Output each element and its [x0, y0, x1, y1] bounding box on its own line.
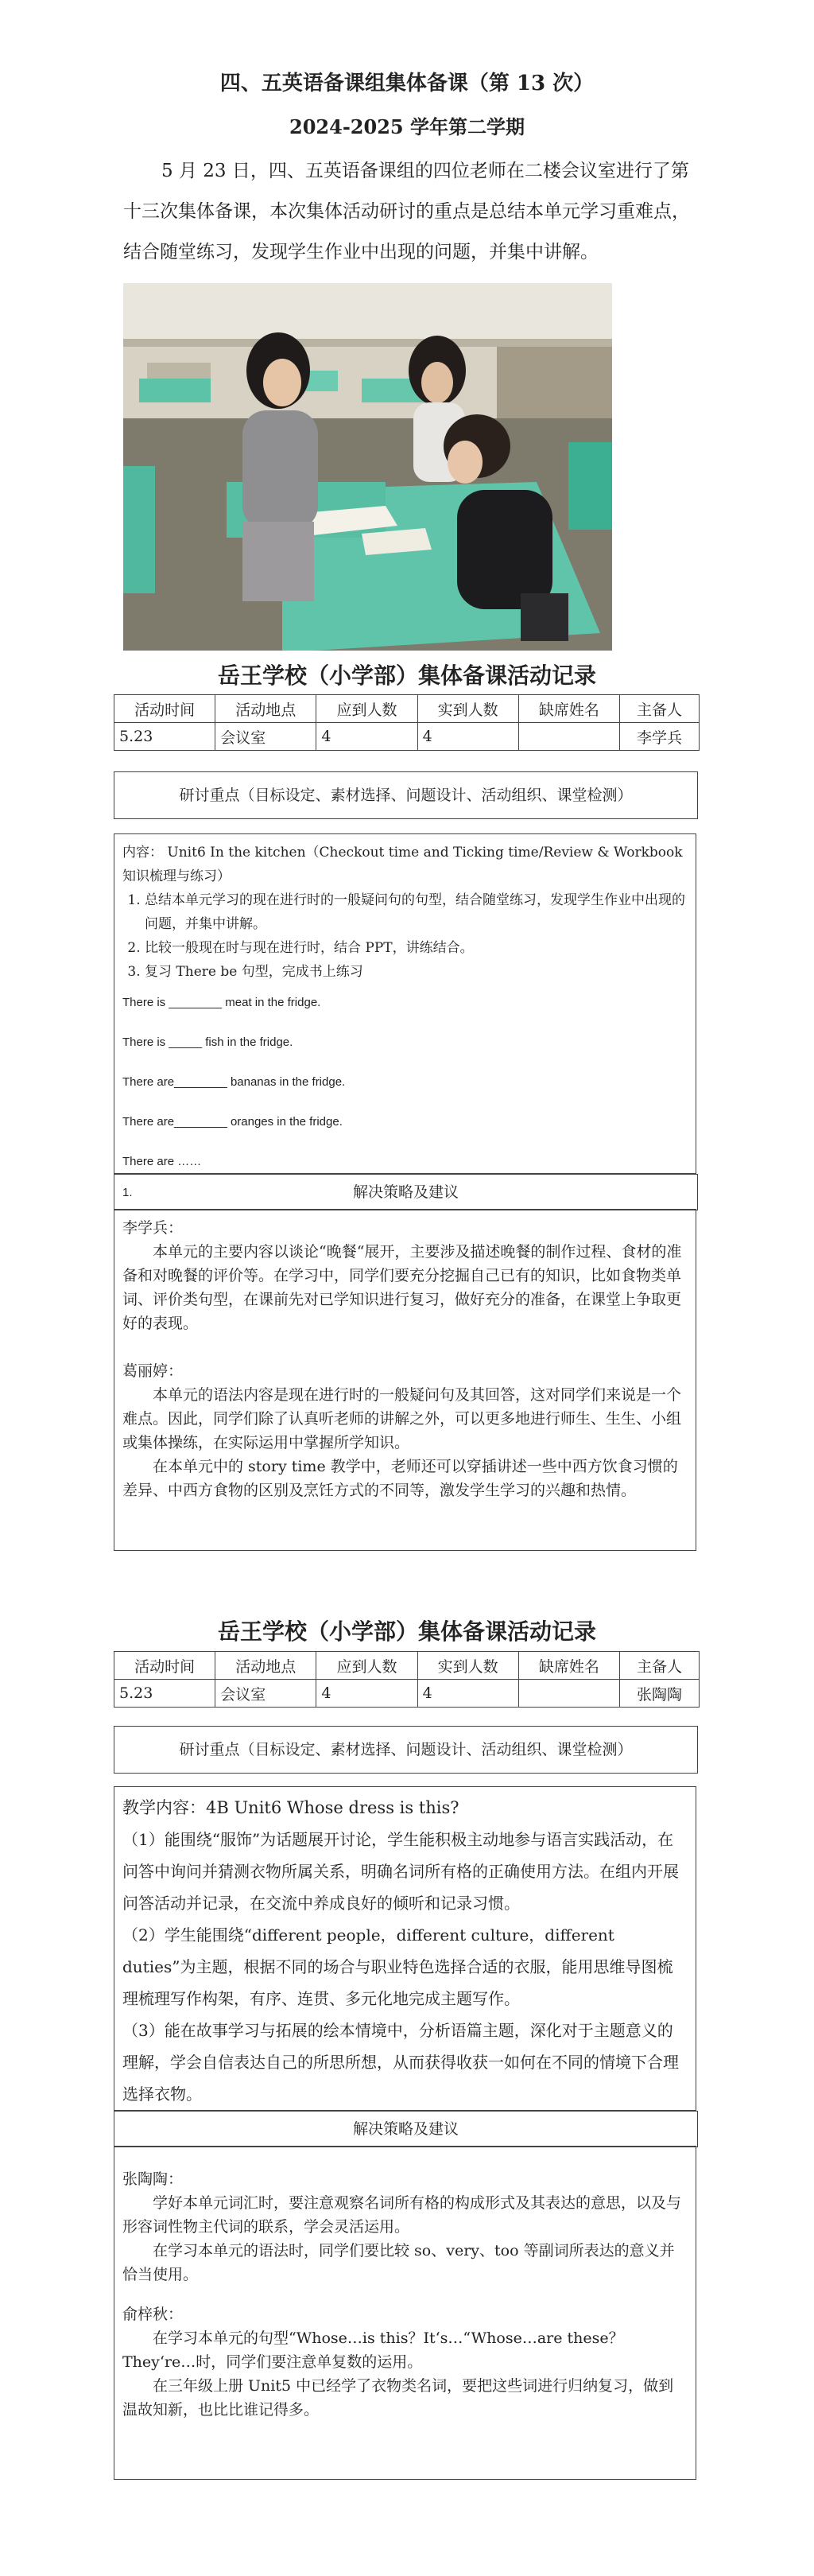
header-lead-preparer: 主备人 [619, 1652, 699, 1680]
suggestion-author: 葛丽婷： [122, 1362, 184, 1380]
exercise-line: There is ________ meat in the fridge. [122, 996, 321, 1009]
record2-content-box [114, 1786, 696, 2111]
exercise-line: There are________ oranges in the fridge. [122, 1115, 343, 1129]
header-expected-count: 应到人数 [316, 1652, 417, 1680]
record2-info-table [114, 1651, 700, 1708]
suggestion-author: 俞梓秋： [122, 2306, 184, 2323]
header-actual-count: 实到人数 [417, 695, 518, 723]
record1-strategy-label: 解决策略及建议 [114, 1174, 698, 1210]
table-header-row [114, 695, 700, 723]
objective-paragraph: （2）学生能围绕“different people，different culture，different duties”为主题，根据不同的场合与职业特色选择合适的衣服，能用思维导图梳理梳理写作构架，有序、连贯、多元化地完成主题写作。 [122, 1925, 673, 2008]
meeting-photo-illustration [123, 283, 612, 651]
record2-suggestions-box [114, 2146, 696, 2480]
suggestion-text: 在学习本单元的语法时，同学们要比较 so、very、too 等副词所表达的意义并恰当使用。 [122, 2242, 675, 2283]
list-item: 3. 复习 There be 句型，完成书上练习 [145, 960, 688, 984]
intro-paragraph: 5 月 23 日，四、五英语备课组的四位老师在二楼会议室进行了第十三次集体备课，本次集体活动研讨的重点是总结本单元学习重难点，结合随堂练习，发现学生作业中出现的问题，并集中讲解。 [123, 161, 690, 262]
header-absent-names: 缺席姓名 [518, 695, 619, 723]
table-row [114, 1680, 700, 1708]
cell-preparer: 李学兵 [619, 723, 699, 751]
table-row [114, 723, 700, 751]
exercise-line: There are________ bananas in the fridge. [122, 1075, 346, 1089]
exercise-line: 1. [122, 1186, 133, 1199]
header-activity-time: 活动时间 [114, 695, 215, 723]
suggestion-author: 李学兵： [122, 1219, 184, 1237]
cell-preparer: 张陶陶 [619, 1680, 699, 1708]
suggestion-text: 学好本单元词汇时，要注意观察名词所有格的构成形式及其表达的意思，以及与形容词性物主代词的联系，学会灵活运用。 [122, 2194, 682, 2236]
record2-title: 岳王学校（小学部）集体备课活动记录 [217, 1618, 596, 1645]
header-absent-names: 缺席姓名 [518, 1652, 619, 1680]
page-title: 四、五英语备课组集体备课（第 13 次） [219, 72, 595, 95]
suggestion-text: 本单元的语法内容是现在进行时的一般疑问句及其回答，这对同学们来说是一个难点。因此，同学们除了认真听老师的讲解之外，可以更多地进行师生、生生、小组或集体操练，在实际运用中掌握所学知识。 [122, 1386, 682, 1451]
exercise-line: There are …… [122, 1155, 202, 1168]
header-activity-time: 活动时间 [114, 1652, 215, 1680]
cell-expected: 4 [316, 723, 417, 751]
suggestion-text: 在三年级上册 Unit5 中已经学了衣物类名词，要把这些词进行归纳复习，做到温故知新，也比比谁记得多。 [122, 2377, 674, 2419]
cell-expected: 4 [316, 1680, 417, 1708]
cell-actual: 4 [417, 723, 518, 751]
header-lead-preparer: 主备人 [619, 695, 699, 723]
suggestion-text: 在本单元中的 story time 教学中，老师还可以穿插讲述一些中西方饮食习惯的差异、中西方食物的区别及烹饪方式的不同等，激发学生学习的兴趣和热情。 [122, 1458, 678, 1499]
cell-place: 会议室 [215, 1680, 316, 1708]
cell-time: 5.23 [114, 723, 215, 751]
cell-absent [518, 723, 619, 751]
record1-item-list [122, 888, 688, 984]
record1-info-table [114, 694, 700, 751]
suggestion-text: 本单元的主要内容以谈论“晚餐“展开，主要涉及描述晚餐的制作过程、食材的准备和对晚餐的评价等。在学习中，同学们要充分挖掘自己已有的知识，比如食物类单词、评价类句型，在课前先对已学知识进行复习，做好充分的准备，在课堂上争取更好的表现。 [122, 1243, 682, 1332]
header-activity-place: 活动地点 [215, 1652, 316, 1680]
page-subtitle: 2024-2025 学年第二学期 [289, 115, 525, 138]
record2-strategy-label: 解决策略及建议 [114, 2111, 698, 2147]
suggestion-author: 张陶陶： [122, 2170, 184, 2188]
cell-time: 5.23 [114, 1680, 215, 1708]
objective-paragraph: （3）能在故事学习与拓展的绘本情境中，分析语篇主题，深化对于主题意义的理解，学会自信表达自己的所思所想，从而获得收获一如何在不同的情境下合理选择衣物。 [122, 2021, 679, 2104]
cell-place: 会议室 [215, 723, 316, 751]
cell-absent [518, 1680, 619, 1708]
record1-title: 岳王学校（小学部）集体备课活动记录 [217, 662, 596, 689]
header-expected-count: 应到人数 [316, 695, 417, 723]
list-item: 1. 总结本单元学习的现在进行时的一般疑问句的句型，结合随堂练习，发现学生作业中出现的问题，并集中讲解。 [145, 888, 688, 936]
header-activity-place: 活动地点 [215, 695, 316, 723]
record1-content-head: 内容： Unit6 In the kitchen（Checkout time and Ticking time/Review & Workbook 知识梳理与练习） [122, 845, 683, 884]
record2-focus-row: 研讨重点（目标设定、素材选择、问题设计、活动组织、课堂检测） [114, 1726, 698, 1774]
record1-focus-row: 研讨重点（目标设定、素材选择、问题设计、活动组织、课堂检测） [114, 771, 698, 819]
suggestion-text: 在学习本单元的句型“Whose…is this？It‘s…“Whose…are these？They‘re…时，同学们要注意单复数的运用。 [122, 2329, 624, 2371]
exercise-line: There is _____ fish in the fridge. [122, 1035, 293, 1049]
header-actual-count: 实到人数 [417, 1652, 518, 1680]
list-item: 2. 比较一般现在时与现在进行时，结合 PPT，讲练结合。 [145, 936, 688, 960]
record2-content-head: 教学内容：4B Unit6 Whose dress is this? [122, 1798, 459, 1817]
cell-actual: 4 [417, 1680, 518, 1708]
objective-paragraph: （1）能围绕“服饰”为话题展开讨论，学生能积极主动地参与语言实践活动，在问答中询问并猜测衣物所属关系，明确名词所有格的正确使用方法。在组内开展问答活动并记录，在交流中养成良好的倾听和记录习惯。 [122, 1830, 679, 1913]
table-header-row [114, 1652, 700, 1680]
meeting-photo [123, 283, 612, 651]
record1-suggestions-box [114, 1209, 696, 1551]
